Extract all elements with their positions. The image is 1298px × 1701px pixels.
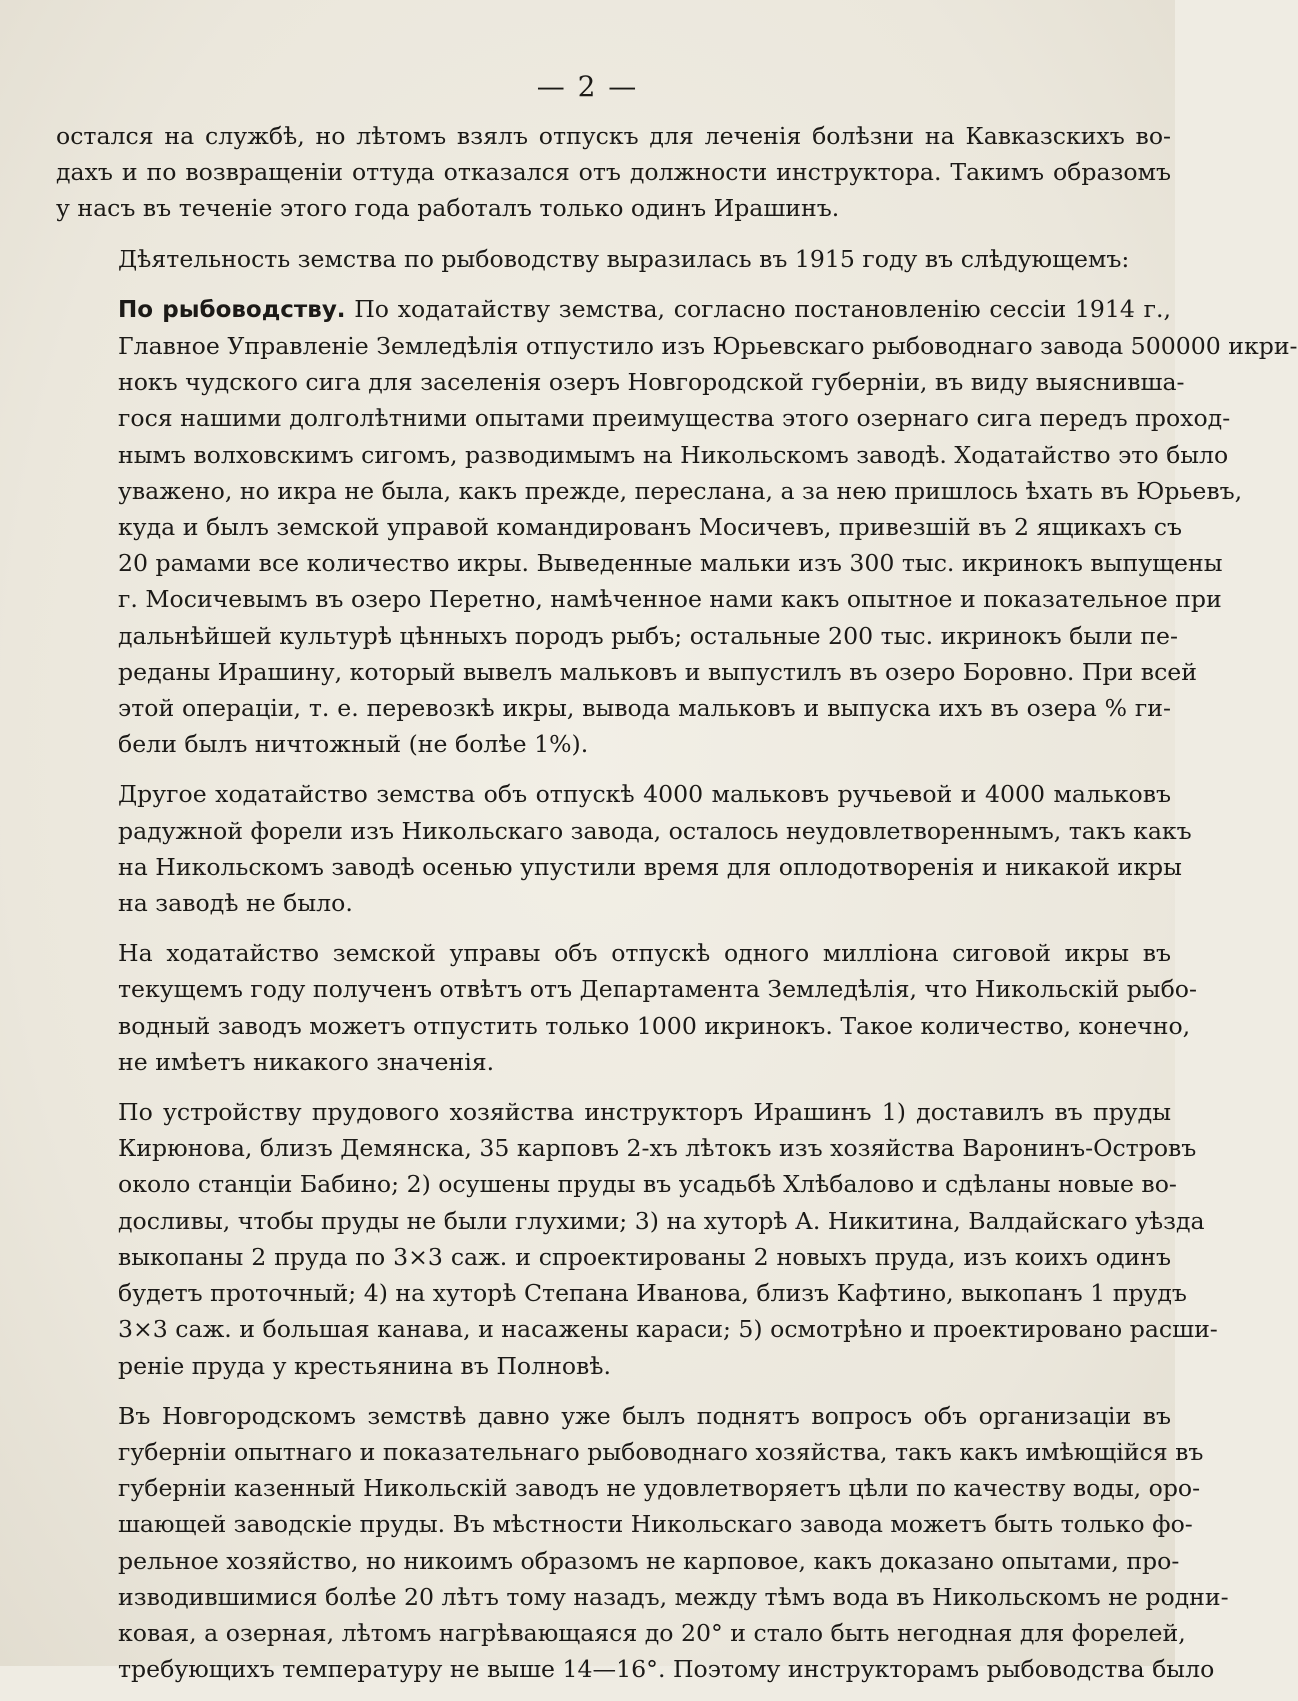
text-line: Главное Управленіе Земледѣлія отпустило изъ Юрьевскаго рыбоводнаго завода 500000 икри-: [118, 332, 1298, 361]
text-run: По ходатайству земства, согласно постановленію сессіи 1914 г.,: [345, 294, 1171, 323]
text-line: досливы, чтобы пруды не были глухими; 3) на хуторѣ А. Никитина, Валдайскаго уѣзда: [118, 1206, 1205, 1235]
text-line: Кирюнова, близъ Демянска, 35 карповъ 2-хъ лѣтокъ изъ хозяйства Варонинъ-Островъ: [118, 1134, 1197, 1163]
text-line: бели былъ ничтожный (не болѣе 1%).: [118, 730, 589, 759]
section-heading: По рыбоводству.: [118, 296, 346, 323]
text-line: г. Мосичевымъ въ озеро Перетно, намѣченное нами какъ опытное и показательное при: [118, 585, 1222, 614]
text-line: [56, 291, 1171, 328]
text-line: будетъ проточный; 4) на хуторѣ Степана Иванова, близъ Кафтино, выкопанъ 1 прудъ: [118, 1279, 1187, 1308]
text-line: водный заводъ можетъ отпустить только 1000 икринокъ. Такое количество, конечно,: [118, 1011, 1191, 1040]
text-line: гося нашими долголѣтними опытами преимущества этого озернаго сига передъ проход-: [118, 404, 1231, 433]
paragraph: [56, 1094, 1218, 1384]
paragraph: [56, 291, 1298, 763]
text-line: шающей заводскіе пруды. Въ мѣстности Никольскаго завода можетъ быть только фо-: [118, 1510, 1193, 1539]
text-line: губерніи опытнаго и показательнаго рыбоводнаго хозяйства, такъ какъ имѣющійся въ: [118, 1437, 1204, 1466]
paragraph: [56, 118, 1171, 227]
text-line: рельное хозяйство, но никоимъ образомъ не карповое, какъ доказано опытами, про-: [118, 1546, 1180, 1575]
paragraph: [56, 1398, 1229, 1688]
text-line: ковая, а озерная, лѣтомъ нагрѣвающаяся до 20° и стало быть негодная для форелей,: [118, 1618, 1186, 1647]
text-line: По устройству прудового хозяйства инструкторъ Ирашинъ 1) доставилъ въ пруды: [118, 1098, 1171, 1127]
text-line: Дѣятельность земства по рыбоводству выразилась въ 1915 году въ слѣдующемъ:: [118, 244, 1130, 273]
text-line: 3×3 саж. и большая канава, и насажены караси; 5) осмотрѣно и проектировано расши-: [118, 1315, 1218, 1344]
text-line: нымъ волховскимъ сигомъ, разводимымъ на Никольскомъ заводѣ. Ходатайство это было: [118, 440, 1229, 469]
text-line: губерніи казенный Никольскій заводъ не удовлетворяетъ цѣли по качеству воды, оро-: [118, 1474, 1201, 1503]
text-line: куда и былъ земской управой командированъ Мосичевъ, привезшій въ 2 ящикахъ съ: [118, 513, 1182, 542]
text-line: нокъ чудского сига для заселенія озеръ Новгородской губерніи, въ виду выяснивша-: [118, 368, 1185, 397]
text-line: Въ Новгородскомъ земствѣ давно уже былъ поднятъ вопросъ объ организаціи въ: [118, 1401, 1171, 1430]
text-line: этой операціи, т. е. перевозкѣ икры, вывода мальковъ и выпуска ихъ въ озера % ги-: [118, 694, 1171, 723]
page-number: — 2 —: [536, 70, 639, 103]
text-line: реданы Ирашину, который вывелъ мальковъ и выпустилъ въ озеро Боровно. При всей: [118, 657, 1197, 686]
text-line: требующихъ температуру не выше 14—16°. Поэтому инструкторамъ рыбоводства было: [118, 1655, 1215, 1684]
text-line: текущемъ году полученъ отвѣтъ отъ Департамента Земледѣлія, что Никольскій рыбо-: [118, 975, 1197, 1004]
text-line: остался на службѣ, но лѣтомъ взялъ отпускъ для леченія болѣзни на Кавказскихъ во-: [56, 122, 1171, 150]
body-text: [56, 118, 1298, 1701]
text-line: выкопаны 2 пруда по 3×3 саж. и спроектированы 2 новыхъ пруда, изъ коихъ одинъ: [118, 1242, 1171, 1271]
text-line: изводившимися болѣе 20 лѣтъ тому назадъ, между тѣмъ вода въ Никольскомъ не родни-: [118, 1582, 1229, 1611]
text-line: дальнѣйшей культурѣ цѣнныхъ породъ рыбъ; остальные 200 тыс. икринокъ были пе-: [118, 621, 1178, 650]
text-line: не имѣетъ никакого значенія.: [118, 1047, 495, 1076]
text-line: Другое ходатайство земства объ отпускѣ 4000 мальковъ ручьевой и 4000 мальковъ: [118, 780, 1171, 809]
paragraph: [56, 935, 1197, 1080]
text-line: около станціи Бабино; 2) осушены пруды въ усадьбѣ Хлѣбалово и сдѣланы новые во-: [118, 1170, 1177, 1199]
text-line: На ходатайство земской управы объ отпускѣ одного милліона сиговой икры въ: [118, 939, 1171, 968]
text-line: радужной форели изъ Никольскаго завода, осталось неудовлетвореннымъ, такъ какъ: [118, 816, 1192, 845]
text-line: на заводѣ не было.: [118, 889, 353, 918]
text-line: дахъ и по возвращеніи оттуда отказался отъ должности инструктора. Такимъ образомъ: [56, 158, 1171, 187]
text-line: у насъ въ теченіе этого года работалъ только одинъ Ирашинъ.: [56, 194, 840, 223]
paragraph: [56, 241, 1171, 277]
text-line: реніе пруда у крестьянина въ Полновѣ.: [118, 1351, 612, 1380]
text-line: уважено, но икра не была, какъ прежде, переслана, а за нею пришлось ѣхать въ Юрьевъ,: [118, 476, 1243, 505]
text-line: на Никольскомъ заводѣ осенью упустили время для оплодотворенія и никакой икры: [118, 852, 1182, 881]
paragraph: [56, 776, 1192, 921]
text-line: 20 рамами все количество икры. Выведенные мальки изъ 300 тыс. икринокъ выпущены: [118, 549, 1223, 578]
